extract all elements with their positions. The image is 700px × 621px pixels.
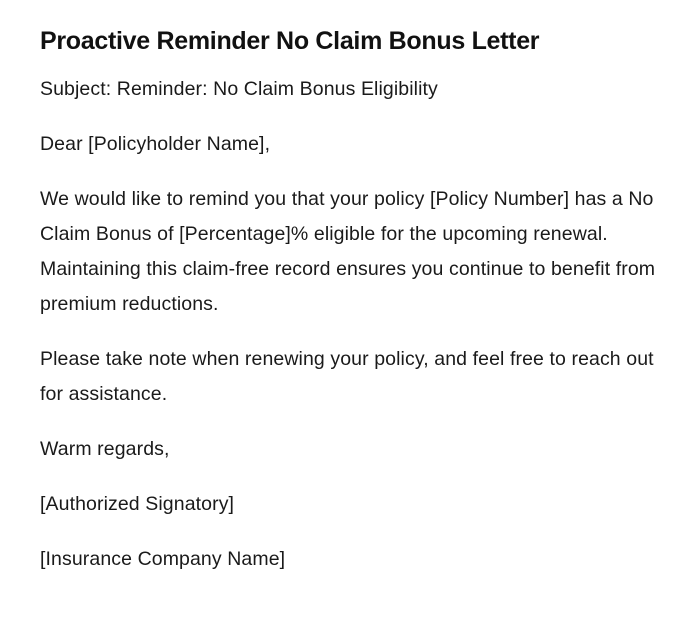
letter-title: Proactive Reminder No Claim Bonus Letter (40, 27, 540, 55)
signatory: [Authorized Signatory] (40, 493, 235, 515)
company-name: [Insurance Company Name] (40, 548, 286, 570)
subject-line: Subject: Reminder: No Claim Bonus Eligibility (40, 78, 438, 100)
body-paragraph-2: Please take note when renewing your policy, and feel free to reach out for assistance. (40, 348, 654, 405)
closing: Warm regards, (40, 438, 170, 460)
body-paragraph-1: We would like to remind you that your policy [Policy Number] has a No Claim Bonus of [Percentage]% eligible for the upcoming renewal. Maintaining this claim-free record ensures you continue to benefit from premium reductions. (40, 188, 656, 315)
salutation: Dear [Policyholder Name], (40, 133, 271, 155)
